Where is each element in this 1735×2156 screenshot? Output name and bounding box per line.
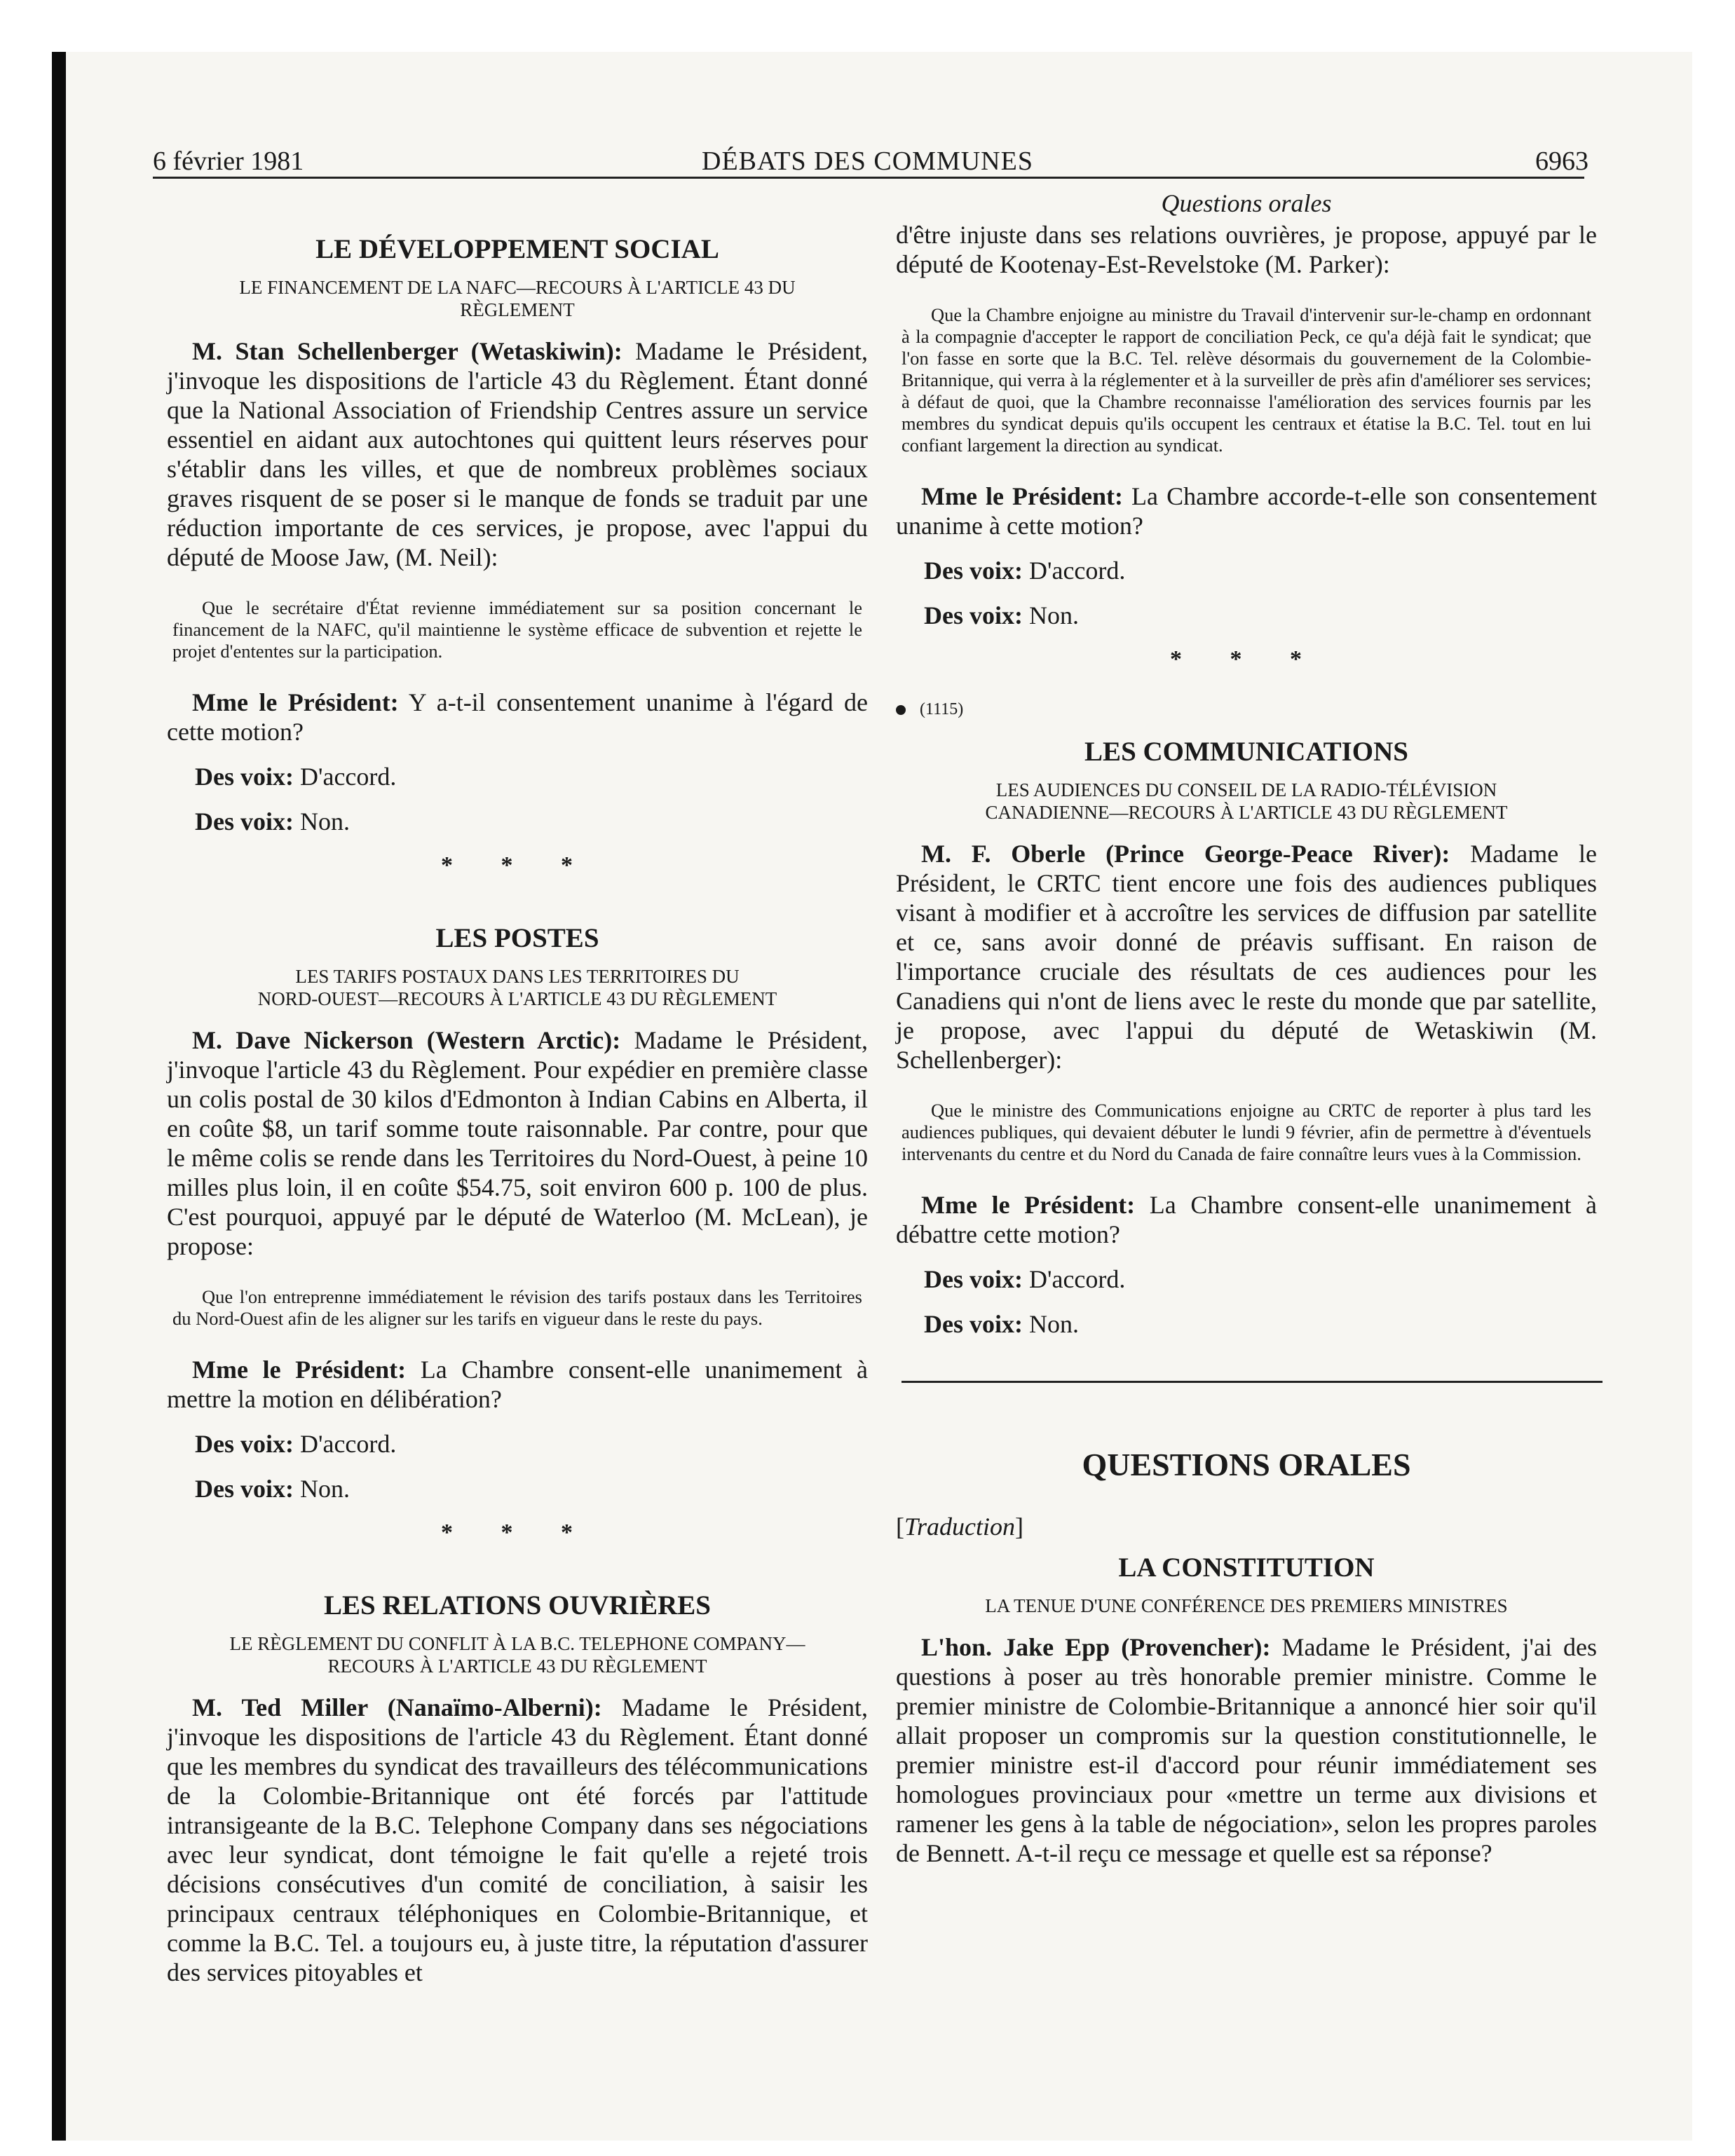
speaker-name: Des voix:	[924, 1265, 1023, 1293]
speaker-name: L'hon. Jake Epp (Provencher):	[921, 1633, 1271, 1661]
speaker-name: Des voix:	[924, 557, 1023, 585]
speaker-name: M. Stan Schellenberger (Wetaskiwin):	[192, 337, 622, 365]
section-separator: * * *	[441, 852, 594, 878]
vote-line	[167, 807, 868, 836]
motion-text: Que le secrétaire d'État revienne immédiatement sur sa position concernant le financement de la NAFC, qu'il maintienne le système efficace de subvention et rejette le projet d'ententes sur la participation.	[172, 597, 862, 662]
speech-paragraph	[167, 1693, 868, 1987]
speech-text: La Chambre accorde-t-elle son consentement unanime à cette motion?	[896, 482, 1597, 540]
vote-line	[167, 1474, 868, 1503]
section-title: LES COMMUNICATIONS	[1084, 737, 1408, 767]
speaker-name: Des voix:	[924, 1310, 1023, 1338]
section-subtitle: RÈGLEMENT	[460, 299, 575, 320]
speech-text: Madame le Président, j'ai des questions à poser au très honorable premier ministre. Comme le premier ministre de Colombie-Britannique a annoncé hier soir qu'il allait proposer un compromis sur la question constitutionnelle, le premier ministre est-il d'accord pour réunir immédiatement ses homologues provinciaux pour «mettre un terme aux divisions et ramener les gens à la table de négociation», selon les propres paroles de Bennett. A-t-il reçu ce message et quelle est sa réponse?	[896, 1633, 1597, 1867]
chair-paragraph	[896, 482, 1597, 540]
motion-text: Que l'on entreprenne immédiatement le révision des tarifs postaux dans les Territoires du Nord-Ouest afin de les aligner sur les tarifs en vigueur dans le reste du pays.	[172, 1286, 862, 1329]
section-title: LE DÉVELOPPEMENT SOCIAL	[315, 234, 719, 264]
speaker-name: Des voix:	[195, 1430, 294, 1458]
vote-text: D'accord.	[1022, 1265, 1126, 1293]
section-subtitle: LES TARIFS POSTAUX DANS LES TERRITOIRES DU	[295, 966, 740, 987]
vote-text: D'accord.	[293, 763, 397, 791]
speech-text: Madame le Président, j'invoque les dispositions de l'article 43 du Règlement. Étant donné que les membres du syndicat des travailleurs des télécommunications de la Colombie-Britannique ont été forcés par l'attitude intransigeante de la B.C. Telephone Company dans ses négociations avec leur syndicat, dont témoigne le fait qu'elle a rejeté trois décisions consécutives d'un comité de conciliation, à saisir les principaux centraux téléphoniques en Colombie-Britannique, et comme la B.C. Tel. a toujours eu, à juste titre, la réputation d'assurer des services pitoyables et	[167, 1693, 868, 1986]
vote-line	[896, 1309, 1597, 1339]
vote-text: D'accord.	[1022, 557, 1126, 585]
header-title: DÉBATS DES COMMUNES	[702, 146, 1033, 176]
speaker-name: Mme le Président:	[921, 1191, 1136, 1219]
speaker-name: Mme le Président:	[192, 688, 399, 716]
vote-line	[896, 1264, 1597, 1294]
speaker-name: Des voix:	[924, 601, 1023, 629]
speaker-name: Mme le Président:	[192, 1356, 407, 1384]
translation-label: Traduction	[904, 1513, 1016, 1541]
running-head-section: Questions orales	[1161, 189, 1332, 217]
motion-text: Que le ministre des Communications enjoigne au CRTC de reporter à plus tard les audiences publiques, qui devaient débuter le lundi 9 février, afin de permettre à d'éventuels intervenants du centre et du Nord du Canada de faire connaître leurs vues à la Commission.	[901, 1100, 1591, 1164]
speech-text: Madame le Président, j'invoque l'article 43 du Règlement. Pour expédier en première classe un colis postal de 30 kilos d'Edmonton à Indian Cabins en Alberta, il en coûte $8, un tarif somme toute raisonnable. Par contre, pour que le même colis se rende dans les Territoires du Nord-Ouest, à peine 10 milles plus loin, il en coûte $54.75, soit environ 600 p. 100 de plus. C'est pourquoi, appuyé par le député de Waterloo (M. McLean), je propose:	[167, 1026, 868, 1260]
vote-text: D'accord.	[293, 1430, 397, 1458]
section-subtitle: LA TENUE D'UNE CONFÉRENCE DES PREMIERS MINISTRES	[985, 1595, 1508, 1616]
section-title: LES POSTES	[435, 923, 599, 953]
vote-line	[167, 1429, 868, 1459]
vote-text: Non.	[1022, 601, 1079, 629]
speech-paragraph	[167, 336, 868, 572]
section-title: LA CONSTITUTION	[1118, 1553, 1375, 1583]
right-column	[896, 189, 1597, 1868]
vote-line	[896, 601, 1597, 630]
chair-paragraph	[896, 1190, 1597, 1249]
time-marker-text: (1115)	[920, 700, 964, 718]
translation-note: [Traduction]	[896, 1513, 1024, 1541]
speaker-name: Des voix:	[195, 763, 294, 791]
section-subtitle: LES AUDIENCES DU CONSEIL DE LA RADIO-TÉLÉVISION	[995, 779, 1497, 800]
section-subtitle: NORD-OUEST—RECOURS À L'ARTICLE 43 DU RÈGLEMENT	[257, 988, 777, 1009]
speaker-name: Des voix:	[195, 807, 294, 835]
speaker-name: M. Ted Miller (Nanaïmo-Alberni):	[192, 1693, 602, 1721]
section-subtitle: CANADIENNE—RECOURS À L'ARTICLE 43 DU RÈGLEMENT	[985, 802, 1508, 823]
vote-text: Non.	[293, 807, 350, 835]
header-rule	[153, 177, 1584, 179]
speaker-name: Mme le Président:	[921, 482, 1123, 510]
chair-paragraph	[167, 1355, 868, 1414]
time-marker	[896, 699, 1597, 720]
vote-line	[896, 556, 1597, 585]
motion-text: Que la Chambre enjoigne au ministre du Travail d'intervenir sur-le-champ en ordonnant à la compagnie d'accepter le rapport de conciliation Peck, ce qu'a déjà fait le syndicat; que l'on fasse en sorte que la B.C. Tel. relève désormais du gouvernement de la Colombie-Britannique, qui verra à la réglementer et à la surveiller de près afin d'améliorer ses services; à défaut de quoi, que la Chambre reconnaisse l'amélioration des services fournis par les membres du syndicat depuis qu'ils occupent les centraux et étatise la B.C. Tel. tout en lui confiant largement la direction au syndicat.	[901, 304, 1591, 456]
section-separator: * * *	[441, 1520, 594, 1546]
vote-text: Non.	[293, 1475, 350, 1503]
scan-edge-bar	[52, 52, 66, 2141]
vote-line	[167, 762, 868, 791]
speaker-name: M. F. Oberle (Prince George-Peace River):	[921, 840, 1450, 868]
speaker-name: M. Dave Nickerson (Western Arctic):	[192, 1026, 621, 1054]
header-date: 6 février 1981	[153, 146, 304, 176]
speech-paragraph	[896, 1632, 1597, 1868]
speech-text: La Chambre consent-elle unanimement à mettre la motion en délibération?	[167, 1356, 868, 1413]
speech-text: Y a-t-il consentement unanime à l'égard de cette motion?	[167, 688, 868, 746]
speech-text: Madame le Président, j'invoque les dispositions de l'article 43 du Règlement. Étant donné que la National Association of Friendship Centres assure un service essentiel en aidant aux autochtones qui quittent leurs réserves pour s'établir dans les villes, et que de nombreux problèmes sociaux graves risquent de se poser si le manque de fonds se traduit par une réduction importante de ces services, je propose, avec l'appui du député de Moose Jaw, (M. Neil):	[167, 337, 868, 571]
chair-paragraph	[167, 688, 868, 746]
header-page-number: 6963	[1535, 146, 1588, 176]
part-title: QUESTIONS ORALES	[1082, 1447, 1411, 1482]
left-column	[167, 189, 868, 1987]
speech-text: Madame le Président, le CRTC tient encore une fois des audiences publiques visant à modifier et à accroître les services de diffusion par satellite et ce, sans avoir donné de préavis suffisant. En raison de l'importance cruciale des résultats de ces audiences pour les Canadiens qui n'ont de liens avec le reste du monde que par satellite, je propose, avec l'appui du député de Wetaskiwin (M. Schellenberger):	[896, 840, 1597, 1074]
vote-text: Non.	[1022, 1310, 1079, 1338]
section-title: LES RELATIONS OUVRIÈRES	[324, 1590, 711, 1621]
bullet-dot-icon	[896, 705, 906, 715]
section-subtitle: LE FINANCEMENT DE LA NAFC—RECOURS À L'ARTICLE 43 DU	[239, 277, 796, 298]
section-subtitle: LE RÈGLEMENT DU CONFLIT À LA B.C. TELEPHONE COMPANY—	[229, 1633, 805, 1654]
speaker-name: Des voix:	[195, 1475, 294, 1503]
section-subtitle: RECOURS À L'ARTICLE 43 DU RÈGLEMENT	[327, 1656, 707, 1677]
speech-text: La Chambre consent-elle unanimement à débattre cette motion?	[896, 1191, 1597, 1248]
speech-paragraph	[167, 1025, 868, 1261]
speech-continuation: d'être injuste dans ses relations ouvrières, je propose, appuyé par le député de Kootenay-Est-Revelstoke (M. Parker):	[896, 221, 1597, 278]
speech-paragraph	[896, 839, 1597, 1074]
section-separator: * * *	[1170, 646, 1323, 672]
